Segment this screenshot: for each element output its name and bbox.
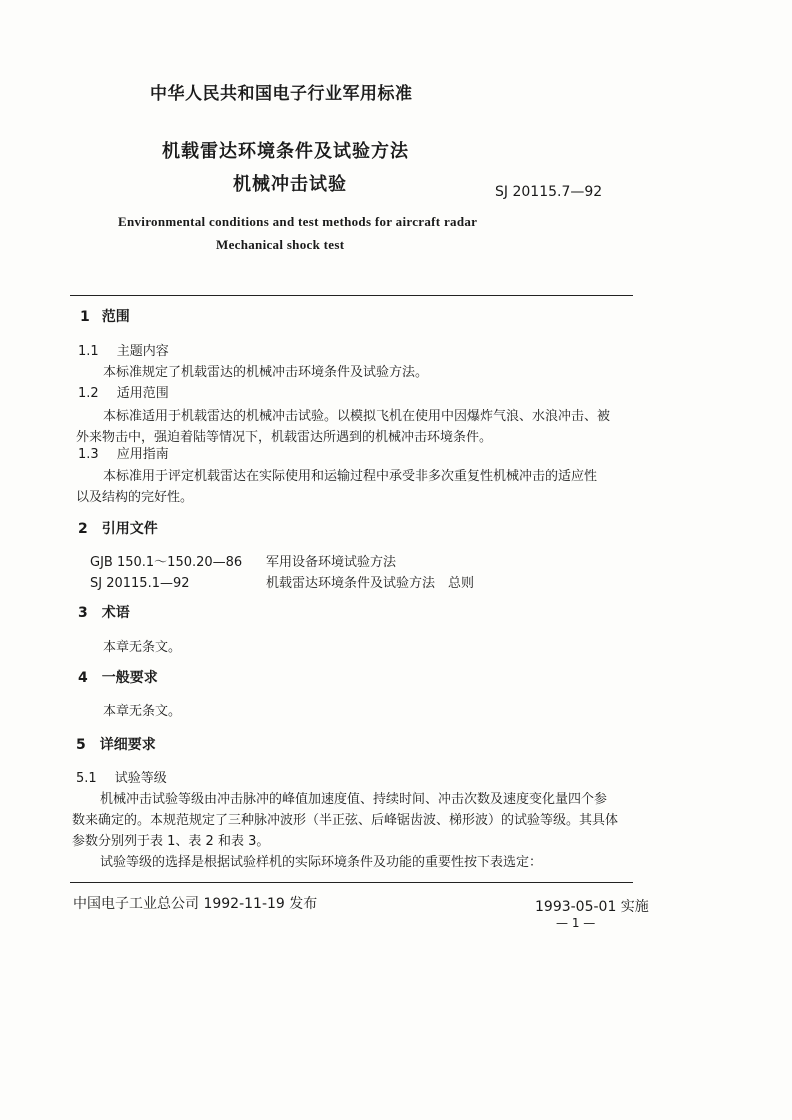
section-number: 1 (80, 309, 90, 325)
section-1-2-text-line1: 本标准适用于机载雷达的机械冲击试验。以模拟飞机在使用中因爆炸气浪、水浪冲击、被 (103, 409, 611, 424)
reference-name: 机载雷达环境条件及试验方法 总则 (266, 576, 475, 591)
section-1-3-text-line2: 以及结构的完好性。 (76, 490, 194, 505)
footer-divider (70, 882, 633, 883)
section-5-1-text-line1: 机械冲击试验等级由冲击脉冲的峰值加速度值、持续时间、冲击次数及速度变化量四个参 (100, 792, 608, 807)
section-title: 主题内容 (116, 344, 169, 359)
section-5-1-text-line3: 参数分别列于表 1、表 2 和表 3。 (72, 834, 270, 849)
section-number: 5.1 (76, 771, 97, 786)
section-number: 4 (78, 670, 88, 686)
section-title: 术语 (101, 605, 130, 621)
section-3-heading (78, 602, 130, 622)
section-title: 一般要求 (101, 670, 158, 686)
page-subtitle: 机械冲击试验 (233, 174, 347, 195)
section-1-2-heading (78, 382, 169, 401)
section-1-3-heading (78, 443, 169, 462)
section-number: 5 (76, 737, 86, 753)
section-1-1-text: 本标准规定了机载雷达的机械冲击环境条件及试验方法。 (103, 365, 429, 380)
page-title: 机载雷达环境条件及试验方法 (162, 141, 409, 162)
page-number: — 1 — (556, 916, 596, 930)
section-number: 1.2 (78, 386, 99, 401)
section-1-heading (80, 306, 130, 326)
section-title: 适用范围 (116, 386, 169, 401)
section-4-text: 本章无条文。 (103, 704, 182, 719)
section-title: 详细要求 (99, 737, 156, 753)
english-title: Environmental conditions and test methods for aircraft radar (118, 214, 478, 229)
standard-code: SJ 20115.7—92 (495, 184, 603, 200)
section-title: 应用指南 (116, 447, 169, 462)
section-5-heading (76, 734, 156, 754)
reference-code: GJB 150.1～150.20—86 (90, 555, 243, 570)
section-1-3-text-line1: 本标准用于评定机载雷达在实际使用和运输过程中承受非多次重复性机械冲击的适应性 (103, 469, 598, 484)
english-subtitle: Mechanical shock test (216, 237, 345, 252)
section-number: 1.3 (78, 447, 99, 462)
section-number: 2 (78, 521, 88, 537)
standard-category: 中华人民共和国电子行业军用标准 (150, 84, 413, 104)
section-1-2-text-line2: 外来物击中，强迫着陆等情况下，机载雷达所遇到的机械冲击环境条件。 (76, 430, 493, 445)
section-5-1-text-line2: 数来确定的。本规范规定了三种脉冲波形（半正弦、后峰锯齿波、梯形波）的试验等级。其具体 (72, 813, 619, 828)
section-3-text: 本章无条文。 (103, 640, 182, 655)
reference-code: SJ 20115.1—92 (90, 576, 190, 591)
section-number: 1.1 (78, 344, 99, 359)
section-5-1-heading (76, 767, 167, 786)
section-1-1-heading (78, 340, 169, 359)
section-number: 3 (78, 605, 88, 621)
reference-item (90, 572, 474, 591)
section-title: 引用文件 (101, 521, 158, 537)
reference-item (90, 551, 396, 570)
effective-date: 1993-05-01 实施 (535, 899, 649, 915)
issue-date: 中国电子工业总公司 1992-11-19 发布 (73, 896, 318, 912)
section-2-heading (78, 518, 158, 538)
reference-name: 军用设备环境试验方法 (266, 555, 397, 570)
header-divider (70, 295, 633, 296)
section-title: 范围 (101, 309, 130, 325)
section-title: 试验等级 (114, 771, 167, 786)
section-4-heading (78, 667, 158, 687)
section-5-1-text-line4: 试验等级的选择是根据试验样机的实际环境条件及功能的重要性按下表选定： (100, 855, 543, 870)
